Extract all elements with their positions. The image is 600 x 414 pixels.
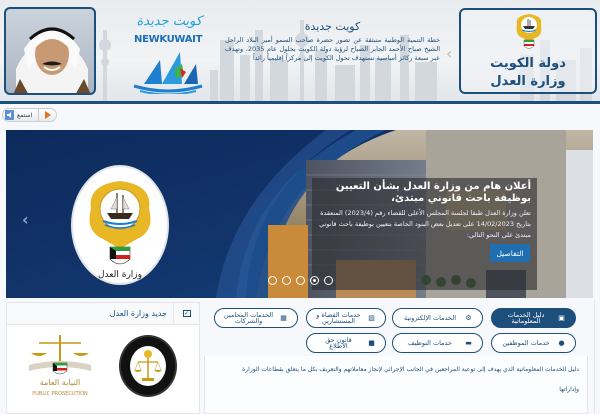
slider-dot-2[interactable] <box>282 276 291 285</box>
document-icon: ■ <box>368 338 375 347</box>
right-gutter <box>594 300 600 414</box>
scales-of-justice-icon <box>130 346 166 386</box>
ministry-emblem-oval <box>71 165 169 285</box>
slider-dot-4[interactable] <box>310 276 319 285</box>
kuwait-emblem-large-icon <box>73 167 167 283</box>
header-news-text: خطة التنمية الوطنية منبثقة عن تصور حضرة صاحب السمو أمير البلاد الراحل الشيخ صباح الأحمد الجابر الصباح لرؤية دولة الكويت بحلول عام 2035، وتهدف عبر سبعة ركائز أساسية تستهدف تحول الكويت إلى مركزاً إقليمياً رائداً <box>225 36 440 62</box>
kuwait-emblem-icon <box>513 12 545 52</box>
service-judges[interactable]: ▨ خدمات القضاة و المستشارين <box>306 308 386 328</box>
slide-caption <box>312 178 537 290</box>
listen-label: استمع <box>17 111 33 119</box>
info-guide-icon: ▣ <box>558 313 565 322</box>
speaker-icon <box>5 110 14 120</box>
slider-dot-3[interactable] <box>296 276 305 285</box>
service-access-law[interactable]: ■ قانون حق الاطلاع <box>306 333 386 353</box>
service-employees[interactable]: ● خدمات الموظفين <box>491 333 576 353</box>
svg-text:النيابة العامة: النيابة العامة <box>39 378 81 387</box>
slide-caption-title: أعلان هام من وزارة العدل بشأن التعيين بوظيفة باحث قانوني مبتدئ، <box>335 181 531 204</box>
new-kuwait-logo[interactable] <box>128 10 208 96</box>
header-news-prev-icon[interactable]: ‹ <box>446 44 453 63</box>
service-recruitment[interactable]: ▬ خدمات التوظيف <box>392 333 483 353</box>
listen-button[interactable] <box>2 108 39 122</box>
slide-caption-body: تعلن وزارة العدل طبقا لجلسة المجلس الأعلى للقضاء رقم (2023/4) المنعقدة بتاريخ 14/02/2023 على تعديل بعض البنود الخاصة بتعيين بوظيفة باحث قانوني مبتدئ على النحو التالي: <box>319 209 531 239</box>
play-button[interactable] <box>39 108 57 122</box>
new-kuwait-arabic: كويت جديدة <box>136 14 202 29</box>
ministry-name: وزارة العدل <box>490 74 566 89</box>
slider-dot-5[interactable] <box>324 276 333 285</box>
service-e-services[interactable]: ⚙ الخدمات الإلكترونية <box>392 308 483 328</box>
play-icon <box>45 111 51 119</box>
slider-dot-1[interactable] <box>268 276 277 285</box>
dhow-boat-icon <box>130 50 206 94</box>
constitutional-court-logo[interactable] <box>119 335 177 397</box>
court-logo-inner <box>130 346 166 386</box>
person-icon: ● <box>558 338 565 347</box>
public-prosecution-logo[interactable] <box>25 331 95 403</box>
listen-toolbar <box>2 108 57 122</box>
external-link-icon: ▨ <box>368 313 375 322</box>
slider-prev-arrow-icon[interactable]: ‹ <box>22 210 29 229</box>
service-description-line1: دليل الخدمات المعلوماتية الذي يهدف إلى توعية المراجعين في الجانب الإجرائي لإنجاز معاملاتهم والتعريف بكل ما يتعلق بقطاعات الوزارة <box>242 366 579 373</box>
header-news <box>225 20 440 90</box>
calendar-icon: ▦ <box>280 313 287 322</box>
new-kuwait-english: NEWKUWAIT <box>134 34 203 45</box>
ministry-news-panel <box>6 302 200 414</box>
ministry-news-header <box>7 303 199 325</box>
ministry-logo-box[interactable] <box>459 8 597 94</box>
slider-pagination <box>268 276 333 285</box>
details-button[interactable]: التفاصيل <box>490 244 530 262</box>
site-header <box>0 0 600 104</box>
service-lawyers[interactable]: ▦ الخدمات المحامين والشركات <box>214 308 298 328</box>
check-cell <box>173 303 199 325</box>
header-news-title: كويت جديدة <box>304 20 361 33</box>
svg-text:PUBLIC PROSECUTION: PUBLIC PROSECUTION <box>32 391 88 397</box>
service-info-guide[interactable]: ▣ دليل الخدمات المعلوماتية <box>491 308 576 328</box>
cogs-icon: ⚙ <box>465 313 472 322</box>
checkbox-icon: ✓ <box>183 310 190 317</box>
svg-text:وزارة العدل: وزارة العدل <box>98 270 142 280</box>
ministry-news-title: جديد وزارة العدل <box>109 309 167 318</box>
service-description <box>204 356 588 414</box>
amir-photo <box>4 7 96 95</box>
service-description-line2: وإداراتها <box>559 386 579 393</box>
briefcase-icon: ▬ <box>465 338 472 347</box>
ministry-country: دولة الكويت <box>490 56 566 71</box>
